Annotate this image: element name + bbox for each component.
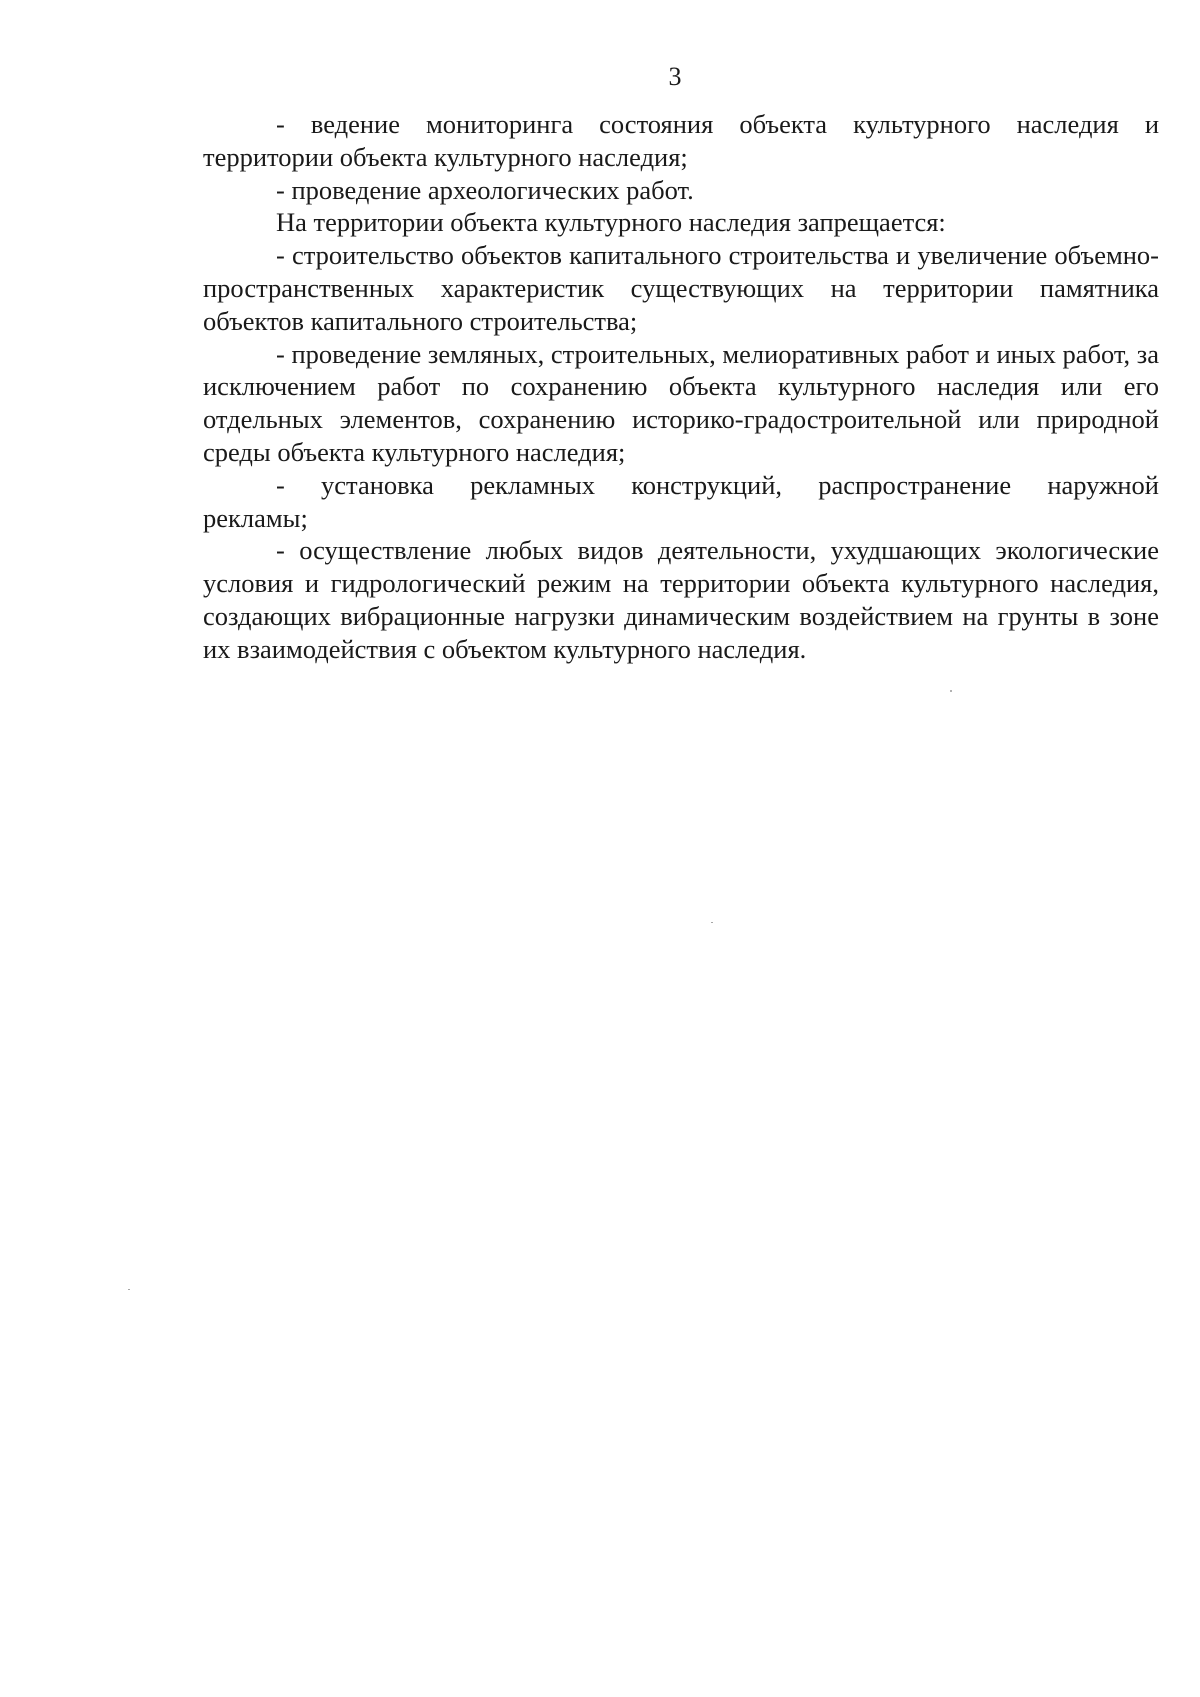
document-body bbox=[203, 108, 1159, 666]
paragraph-advertising: - установка рекламных конструкций, распространение наружной bbox=[276, 469, 1159, 500]
scan-speck bbox=[128, 1289, 130, 1290]
paragraph-advertising-end: рекламы; bbox=[203, 502, 308, 533]
paragraph-prohibitions-heading: На территории объекта культурного наследия запрещается: bbox=[276, 207, 946, 238]
paragraph-earthworks: - проведение земляных, строительных, мелиоративных работ и иных работ, за исключением работ по сохранению объекта культурного наследия или его отдельных элементов, сохранению историко-градостроительной или природной среды объекта культурного наследия; bbox=[203, 338, 1159, 467]
paragraph-monitoring: - ведение мониторинга состояния объекта культурного наследия и территории объекта культурного наследия; bbox=[203, 109, 1159, 172]
paragraph-activities: - осуществление любых видов деятельности, ухудшающих экологические условия и гидрологический режим на территории объекта культурного наследия, создающих вибрационные нагрузки динамическим воздействием на грунты в зоне их взаимодействия с объектом культурного наследия. bbox=[203, 535, 1159, 664]
page-number: 3 bbox=[668, 62, 682, 91]
paragraph-archaeology: - проведение археологических работ. bbox=[276, 174, 694, 205]
scan-speck bbox=[711, 922, 713, 923]
scan-speck bbox=[950, 690, 952, 692]
paragraph-construction: - строительство объектов капитального строительства и увеличение объемно-пространственных характеристик существующих на территории памятника объектов капитального строительства; bbox=[203, 240, 1159, 336]
